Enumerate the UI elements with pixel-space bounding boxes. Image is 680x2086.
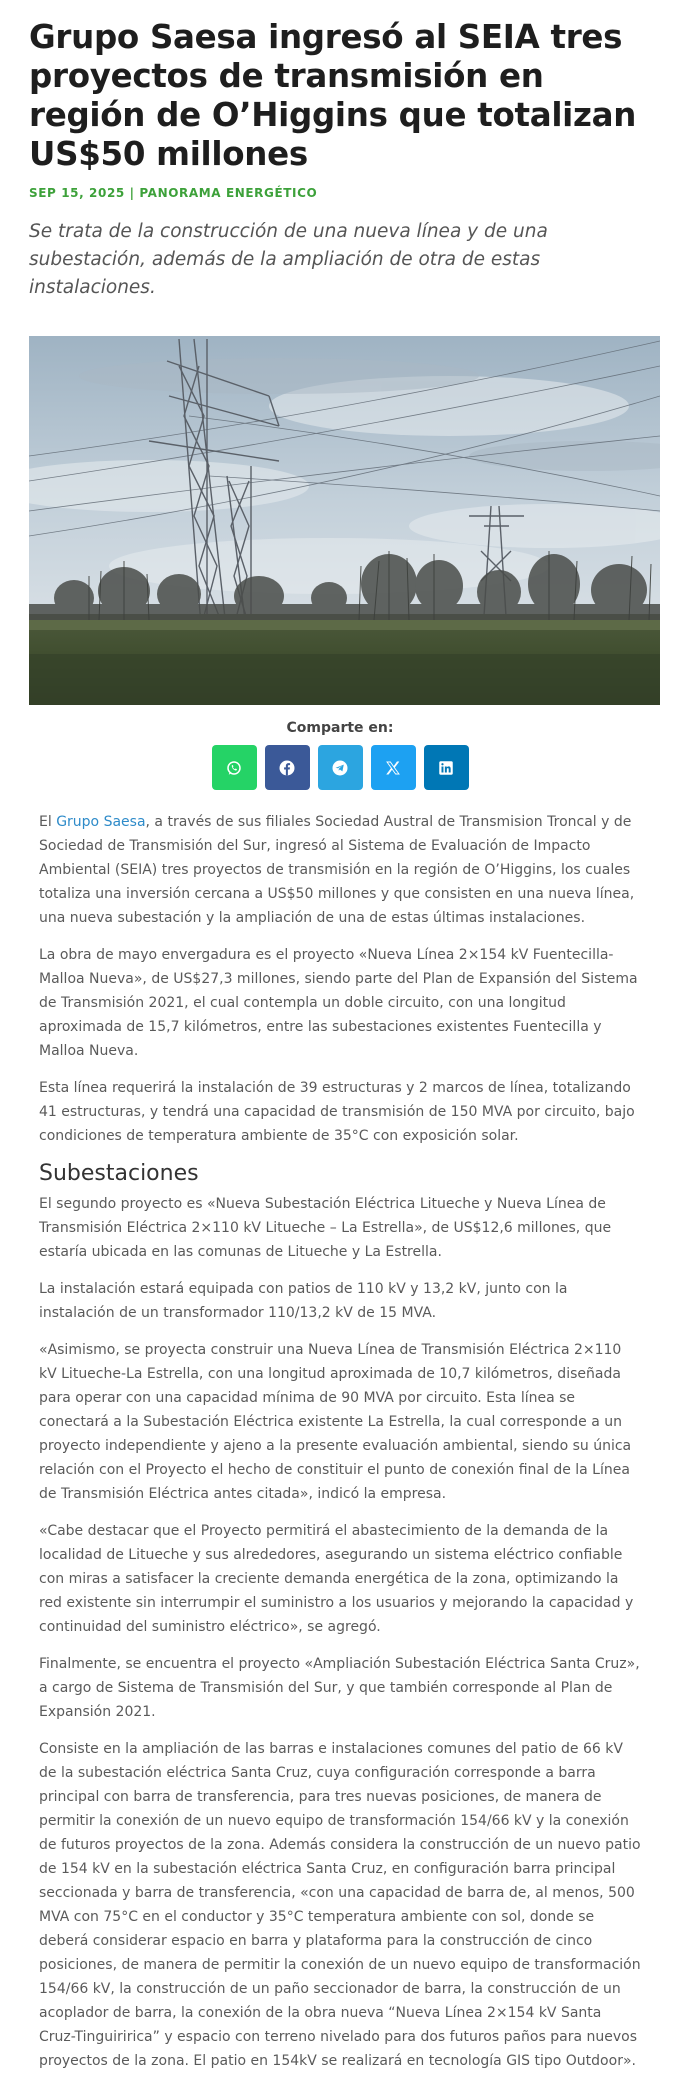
grupo-saesa-link[interactable]: Grupo Saesa — [56, 814, 146, 830]
paragraph: La obra de mayo envergadura es el proyecto «Nueva Línea 2×154 kV Fuentecilla-Malloa Nueva», de US$27,3 millones, siendo parte del Plan de Expansión del Sistema de Transmisión 2021, el cual contempla un doble circuito, con una longitud aproximada de 15,7 kilómetros, entre las subestaciones existentes Fuentecilla y Malloa Nueva. — [39, 947, 638, 1059]
paragraph: Consiste en la ampliación de las barras e instalaciones comunes del patio de 66 kV de la subestación eléctrica Santa Cruz, cuya configuración corresponde a barra principal con barra de transferencia, para tres nuevas posiciones, de manera de permitir la conexión de un nuevo equipo de transformación 154/66 kV y la conexión de futuros proyectos de la zona. Además considera la construcción de un nuevo patio de 154 kV en la subestación eléctrica Santa Cruz, en configuración barra principal seccionada y barra de transferencia, «con una capacidad de barra de, al menos, 500 MVA con 75°C en el conductor y 35°C temperatura ambiente con sol, donde se deberá considerar espacio en barra y plataforma para la construcción de cinco posiciones, de manera de permitir la conexión de un nuevo equipo de transformación 154/66 kV, la construcción de un paño seccionador de barra, la construcción de un acoplador de barra, la conexión de la obra nueva “Nueva Línea 2×154 kV Santa Cruz-Tinguiririca” y espacio con terreno nivelado para dos futuros paños para nuevos proyectos de la zona. El patio en 154kV se realizará en tecnología GIS tipo Outdoor». — [39, 1741, 641, 2069]
article-lead: Se trata de la construcción de una nueva línea y de una subestación, además de la ampliación de otra de estas instalaciones. — [29, 221, 548, 298]
paragraph: La instalación estará equipada con patios de 110 kV y 13,2 kV, junto con la instalación de un transformador 110/13,2 kV de 15 MVA. — [39, 1281, 568, 1321]
article-page — [0, 18, 680, 2073]
x-share-button[interactable] — [371, 745, 416, 790]
telegram-share-button[interactable] — [318, 745, 363, 790]
whatsapp-icon — [225, 759, 243, 777]
telegram-icon — [331, 759, 349, 777]
paragraph: «Cabe destacar que el Proyecto permitirá el abastecimiento de la demanda de la localidad de Litueche y sus alrededores, asegurando un sistema eléctrico confiable con miras a satisfacer la creciente demanda energética de la zona, optimizando la red existente sin interrumpir el suministro a los usuarios y mejorando la capacidad y continuidad del suministro eléctrico», se agregó. — [39, 1523, 634, 1635]
paragraph: «Asimismo, se proyecta construir una Nueva Línea de Transmisión Eléctrica 2×110 kV Litueche-La Estrella, con una longitud aproximada de 10,7 kilómetros, diseñada para operar con una capacidad mínima de 90 MVA por circuito. Esta línea se conectará a la Subestación Eléctrica existente La Estrella, la cual corresponde a un proyecto independiente y ajeno a la presente evaluación ambiental, siendo su única relación con el Proyecto el hecho de constituir el punto de conexión final de la Línea de Transmisión Eléctrica antes citada», indicó la empresa. — [39, 1342, 632, 1502]
paragraph-intro: El Grupo Saesa, a través de sus filiales Sociedad Austral de Transmision Troncal y de Sociedad de Transmisión del Sur, ingresó al Sistema de Evaluación de Impacto Ambiental (SEIA) tres proyectos de transmisión en la región de O’Higgins, los cuales totaliza una inversión cercana a US$50 millones y que consisten en una nueva línea, una nueva subestación y la ampliación de una de estas últimas instalaciones. — [39, 814, 635, 926]
x-twitter-icon — [384, 759, 402, 777]
linkedin-icon — [437, 759, 455, 777]
facebook-icon — [278, 759, 296, 777]
whatsapp-share-button[interactable] — [212, 745, 257, 790]
page-title: Grupo Saesa ingresó al SEIA tres proyectos de transmisión en región de O’Higgins que totalizan US$50 millones — [29, 18, 637, 173]
hero-image — [29, 336, 660, 705]
section-heading: Subestaciones — [39, 1161, 199, 1186]
facebook-share-button[interactable] — [265, 745, 310, 790]
linkedin-share-button[interactable] — [424, 745, 469, 790]
share-label: Comparte en: — [286, 720, 394, 736]
paragraph: Finalmente, se encuentra el proyecto «Ampliación Subestación Eléctrica Santa Cruz», a cargo de Sistema de Transmisión del Sur, y que también corresponde al Plan de Expansión 2021. — [39, 1656, 640, 1720]
paragraph: Esta línea requerirá la instalación de 39 estructuras y 2 marcos de línea, totalizando 41 estructuras, y tendrá una capacidad de transmisión de 150 MVA por circuito, bajo condiciones de temperatura ambiente de 35°C con exposición solar. — [39, 1080, 635, 1144]
article-body — [29, 790, 651, 2073]
article-meta: SEP 15, 2025 | PANORAMA ENERGÉTICO — [29, 186, 318, 200]
paragraph: El segundo proyecto es «Nueva Subestación Eléctrica Litueche y Nueva Línea de Transmisión Eléctrica 2×110 kV Litueche – La Estrella», de US$12,6 millones, que estaría ubicada en las comunas de Litueche y La Estrella. — [39, 1196, 612, 1260]
share-buttons — [29, 745, 651, 790]
